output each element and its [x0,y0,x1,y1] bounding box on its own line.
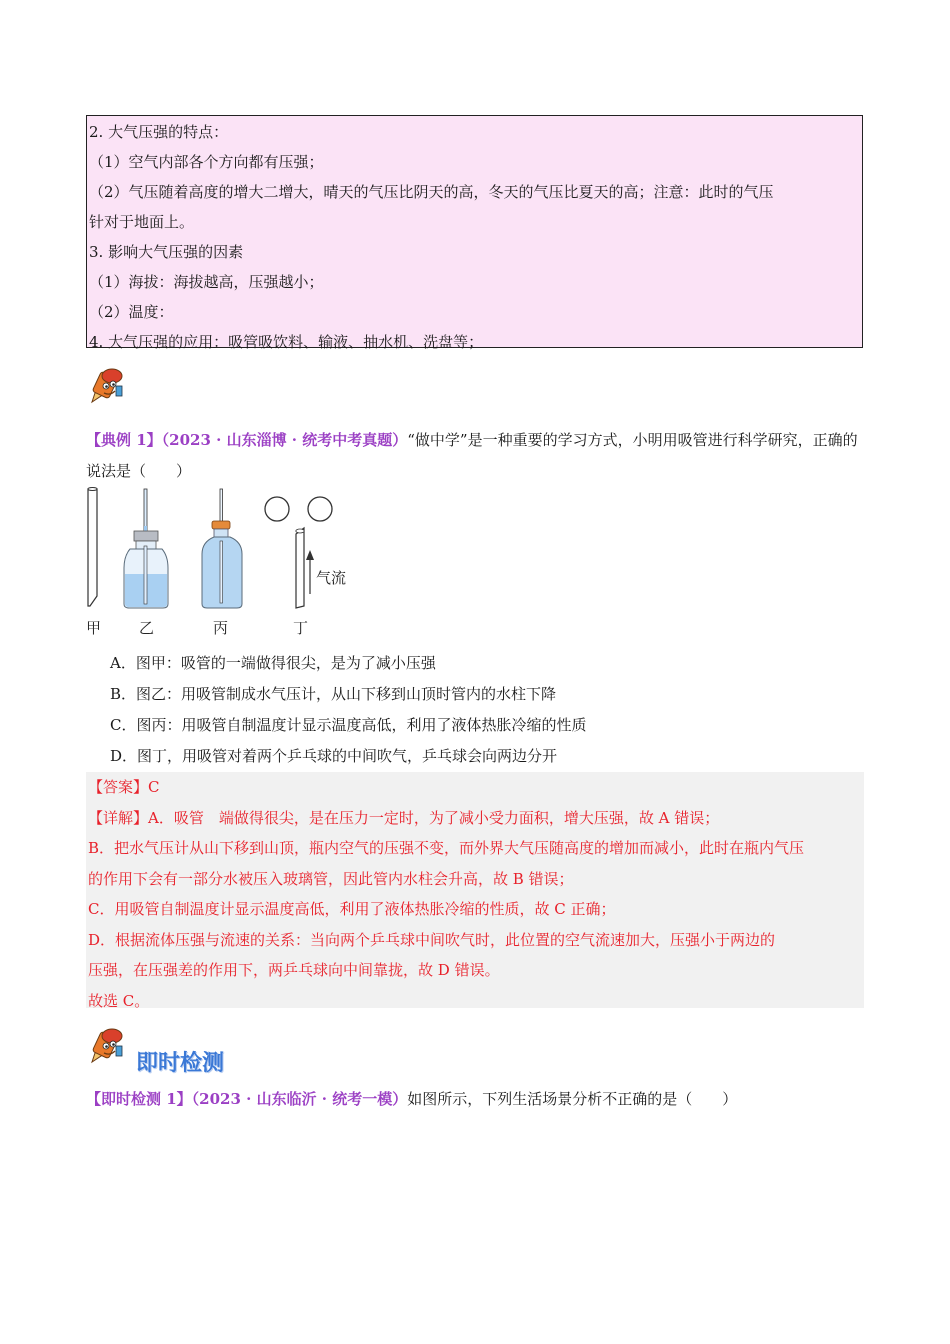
knowledge-line: 2. 大气压强的特点： [89,123,229,141]
figure-label-jia: 甲 [86,619,102,637]
answer-line: 的作用下会有一部分水被压入玻璃管，因此管内水柱会升高，故 B 错误； [88,869,574,888]
quiz-source: （2023 · 山东临沂 · 统考一模） [191,1090,408,1108]
example-question [86,425,866,487]
quiz-tag: 【即时检测 1】 [86,1090,192,1108]
knowledge-line: 4. 大气压强的应用：吸管吸饮料、输液、抽水机、洗盘等； [89,333,484,351]
knowledge-line: （1）空气内部各个方向都有压强； [89,153,324,171]
answer-box [86,772,864,1008]
quiz-question-text: 如图所示，下列生活场景分析不正确的是（ ） [407,1090,738,1108]
example-question-text: “做中学”是一种重要的学习方式，小明用吸管进行科学研究，正确的说法是（ ） [86,431,858,480]
pencil-mascot-icon [86,1024,130,1068]
knowledge-line: （1）海拔：海拔越高，压强越小； [89,273,324,291]
ping-pong-ball-right [308,497,332,521]
answer-line: 【详解】A．吸管 端做得很尖，是在压力一定时，为了减小受力面积，增大压强，故 A 错误； [88,808,720,827]
figure-label-bing: 丙 [213,619,229,637]
section-title: 即时检测 [136,1051,225,1076]
straw-experiment-figure [84,486,374,638]
answer-line: 压强，在压强差的作用下，两乒乓球向中间靠拢，故 D 错误。 [88,961,500,979]
ping-pong-setup [265,497,332,608]
answer-label: 【答案】C [88,778,160,796]
thermometer-bottle [202,489,242,608]
ping-pong-ball-left [265,497,289,521]
options-list [110,648,586,772]
option-b: B．图乙：用吸管制成水气压计，从山下移到山顶时管内的水柱下降 [110,685,557,703]
option-a: A．图甲：吸管的一端做得很尖，是为了减小压强 [110,654,436,672]
figure-label-ding: 丁 [293,619,309,637]
straw-jia [88,488,97,607]
answer-conclusion: 故选 C。 [88,991,150,1010]
knowledge-line: 3. 影响大气压强的因素 [89,243,244,261]
option-d: D．图丁，用吸管对着两个乒乓球的中间吹气，乒乓球会向两边分开 [110,747,558,765]
figure-label-yi: 乙 [139,619,155,637]
answer-line: B．把水气压计从山下移到山顶，瓶内空气的压强不变，而外界大气压随高度的增加而减小，此时在瓶内气压 [88,839,805,857]
answer-line: C．用吸管自制温度计显示温度高低，利用了液体热胀冷缩的性质，故 C 正确； [88,900,616,918]
knowledge-line: （2）气压随着高度的增大二增大，晴天的气压比阴天的高，冬天的气压比夏天的高；注意：此时的气压 [89,183,774,201]
knowledge-line: 针对于地面上。 [89,213,195,231]
airflow-label: 气流 [316,569,347,587]
option-c: C．图丙：用吸管自制温度计显示温度高低，利用了液体热胀冷缩的性质 [110,716,587,734]
quiz-question [86,1084,737,1114]
example-source: （2023 · 山东淄博 · 统考中考真题） [161,431,408,449]
knowledge-box [86,115,863,351]
answer-line: D．根据流体压强与流速的关系：当向两个乒乓球中间吹气时，此位置的空气流速加大，压强小于两边的 [88,930,776,949]
pencil-mascot-icon [86,364,130,408]
example-tag: 【典例 1】 [86,431,162,449]
water-barometer-bottle [124,489,168,608]
knowledge-line: （2）温度： [89,303,174,321]
